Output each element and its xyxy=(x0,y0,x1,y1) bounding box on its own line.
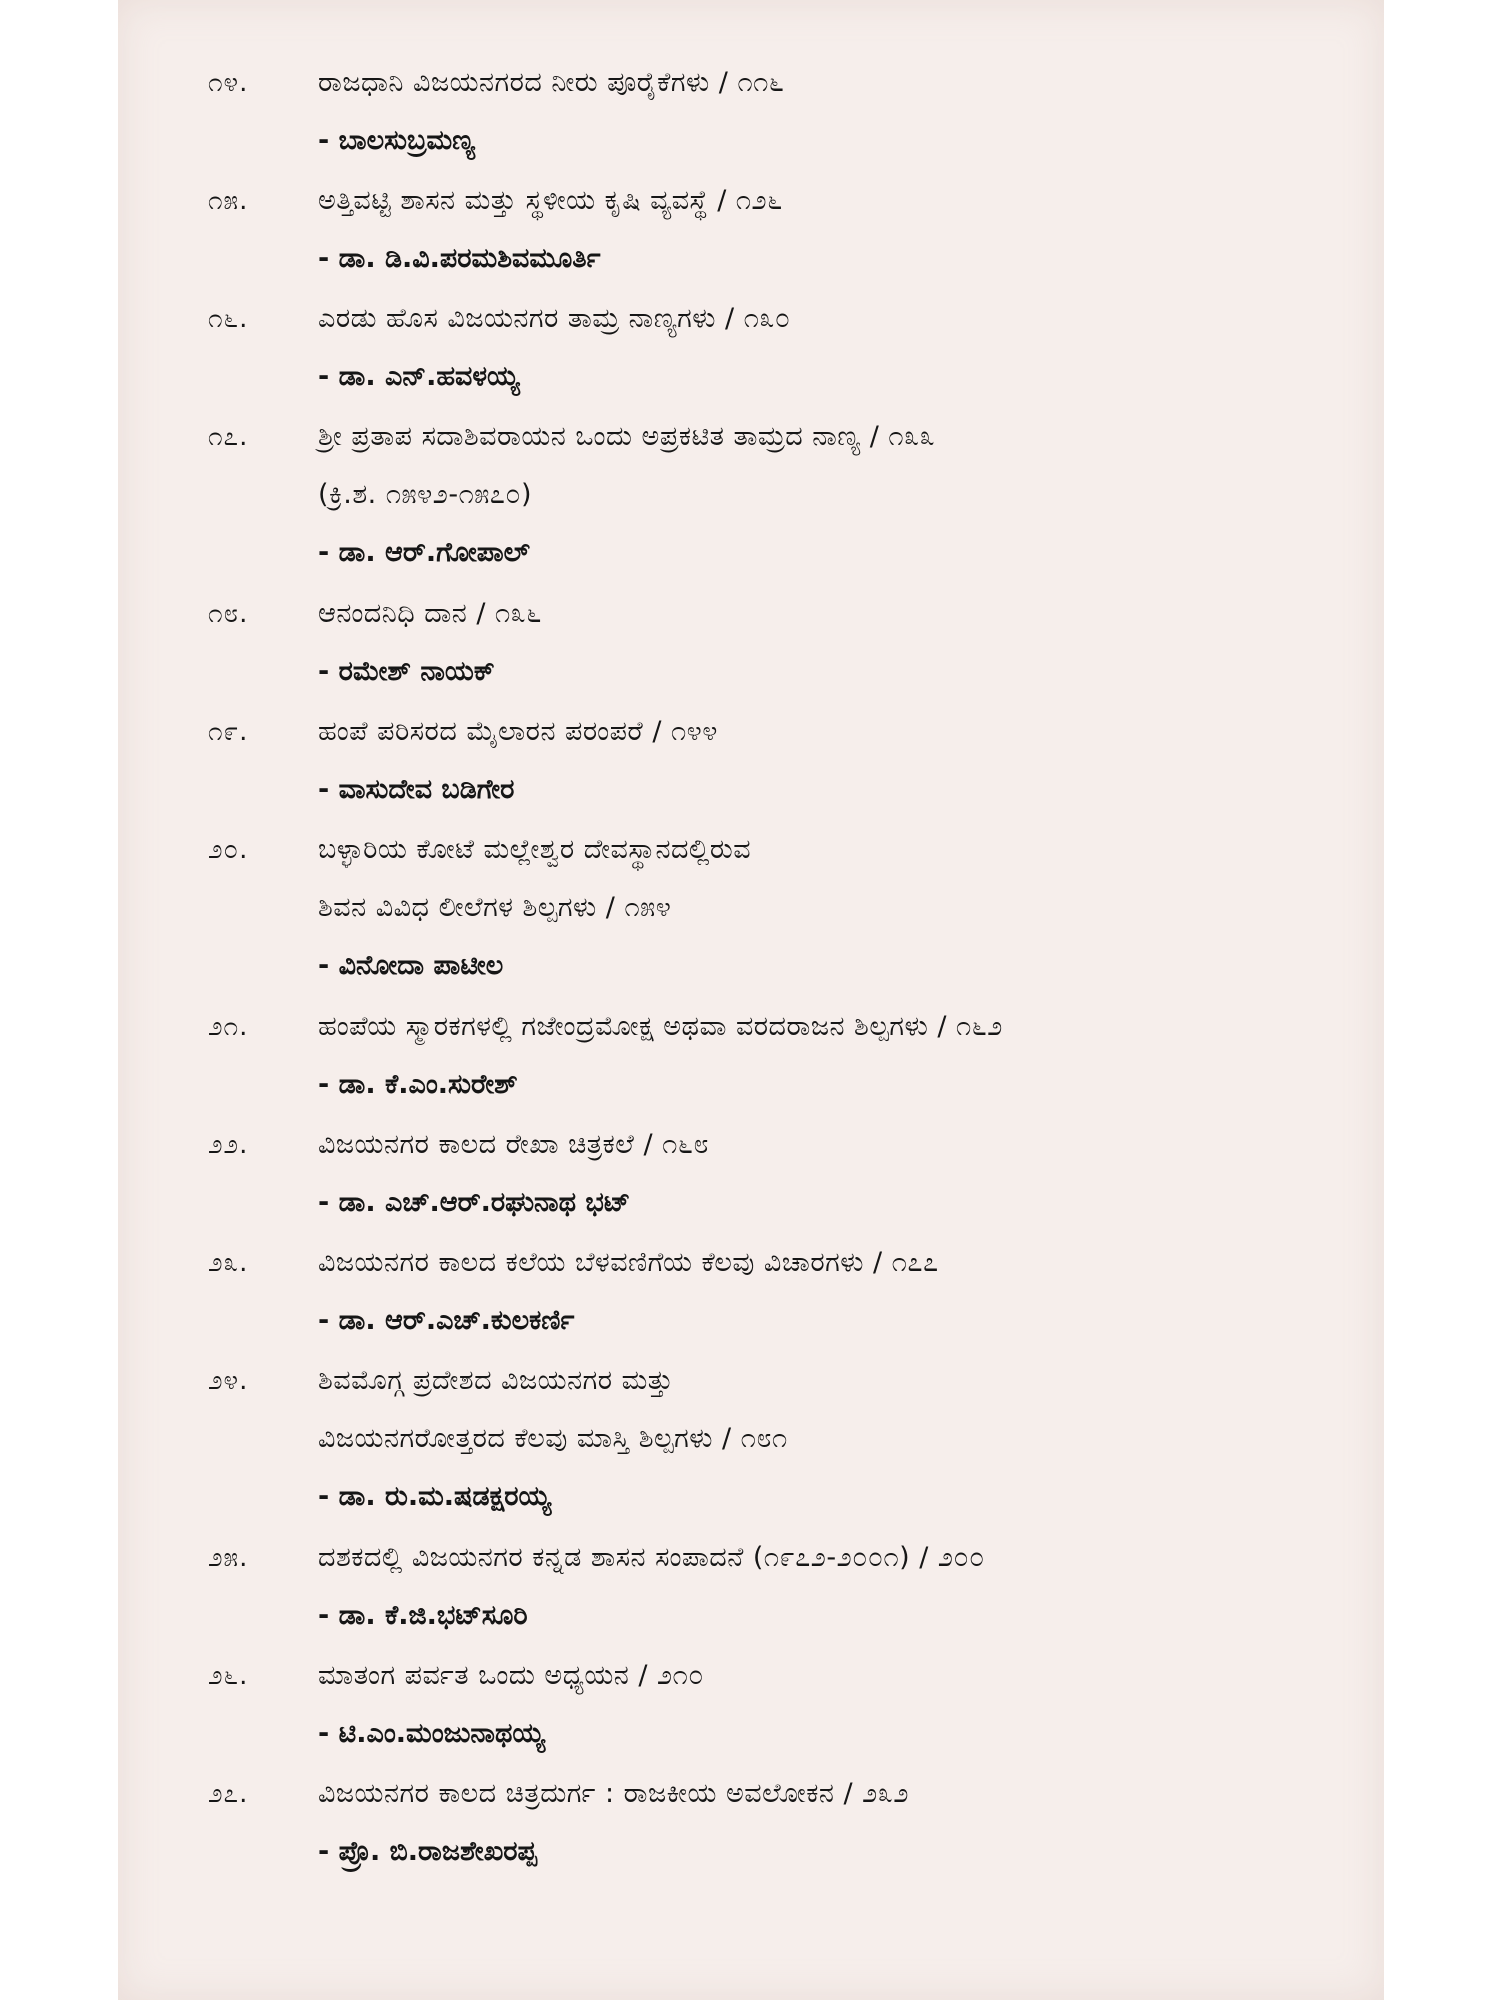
entry-number: ೧೮. xyxy=(208,599,249,629)
entry-author: - ಡಾ. ಎಚ್.ಆರ್.ರಘುನಾಥ ಭಟ್ xyxy=(318,1187,631,1218)
entry-number: ೨೬. xyxy=(208,1661,249,1691)
entry-title-line: ಎರಡು ಹೊಸ ವಿಜಯನಗರ ತಾಮ್ರ ನಾಣ್ಯಗಳು / ೧೩೦ xyxy=(318,303,791,334)
entry-title-line: ಹಂಪೆಯ ಸ್ಮಾರಕಗಳಲ್ಲಿ ಗಜೇಂದ್ರಮೋಕ್ಷ ಅಥವಾ ವರದರಾಜನ ಶಿಲ್ಪಗಳು / ೧೬೨ xyxy=(318,1011,1003,1042)
entry-author: - ವಿನೋದಾ ಪಾಟೀಲ xyxy=(318,950,504,981)
entry-author: - ಡಾ. ಕೆ.ಜಿ.ಭಟ್‌ಸೂರಿ xyxy=(318,1600,528,1631)
book-page xyxy=(118,0,1384,2000)
entry-author: - ಡಾ. ಕೆ.ಎಂ.ಸುರೇಶ್ xyxy=(318,1069,518,1100)
entry-number: ೨೭. xyxy=(208,1779,249,1809)
entry-number: ೧೫. xyxy=(208,186,249,216)
entry-title-line: ರಾಜಧಾನಿ ವಿಜಯನಗರದ ನೀರು ಪೂರೈಕೆಗಳು / ೧೧೬ xyxy=(318,67,785,98)
entry-title-line: ಆನಂದನಿಧಿ ದಾನ / ೧೩೬ xyxy=(318,598,542,629)
entry-title-line: ಬಳ್ಳಾರಿಯ ಕೋಟೆ ಮಲ್ಲೇಶ್ವರ ದೇವಸ್ಥಾನದಲ್ಲಿರುವ xyxy=(318,834,752,865)
entry-number: ೨೧. xyxy=(208,1012,249,1042)
entry-title-line: ವಿಜಯನಗರ ಕಾಲದ ಚಿತ್ರದುರ್ಗ : ರಾಜಕೀಯ ಅವಲೋಕನ / ೨೩೨ xyxy=(318,1778,909,1809)
entry-number: ೨೨. xyxy=(208,1130,249,1160)
entry-author: - ಟಿ.ಎಂ.ಮಂಜುನಾಥಯ್ಯ xyxy=(318,1718,546,1749)
entry-title-line: ಶಿವನ ವಿವಿಧ ಲೀಲೆಗಳ ಶಿಲ್ಪಗಳು / ೧೫೪ xyxy=(318,892,672,923)
entry-title-line: ವಿಜಯನಗರ ಕಾಲದ ರೇಖಾ ಚಿತ್ರಕಲೆ / ೧೬೮ xyxy=(318,1129,710,1160)
entry-title-line: ವಿಜಯನಗರ ಕಾಲದ ಕಲೆಯ ಬೆಳವಣಿಗೆಯ ಕೆಲವು ವಿಚಾರಗಳು / ೧೭೭ xyxy=(318,1247,939,1278)
entry-author: - ಡಾ. ಡಿ.ವಿ.ಪರಮಶಿವಮೂರ್ತಿ xyxy=(318,243,601,274)
entry-number: ೧೬. xyxy=(208,304,249,334)
entry-number: ೨೩. xyxy=(208,1248,249,1278)
entry-author: - ಡಾ. ಆರ್.ಗೋಪಾಲ್ xyxy=(318,537,530,568)
entry-number: ೧೭. xyxy=(208,422,249,452)
entry-number: ೨೪. xyxy=(208,1366,249,1396)
entry-author: - ಡಾ. ಎನ್.ಹವಳಯ್ಯ xyxy=(318,361,520,392)
entry-title-line: ಶಿವಮೊಗ್ಗ ಪ್ರದೇಶದ ವಿಜಯನಗರ ಮತ್ತು xyxy=(318,1365,674,1396)
entry-author: - ರಮೇಶ್ ನಾಯಕ್ xyxy=(318,656,495,687)
entry-author: - ಡಾ. ರು.ಮ.ಷಡಕ್ಷರಯ್ಯ xyxy=(318,1481,552,1512)
entry-title-line: ಹಂಪೆ ಪರಿಸರದ ಮೈಲಾರನ ಪರಂಪರೆ / ೧೪೪ xyxy=(318,716,718,747)
entry-author: - ಡಾ. ಆರ್.ಎಚ್.ಕುಲಕರ್ಣಿ xyxy=(318,1305,575,1336)
entry-author: - ವಾಸುದೇವ ಬಡಿಗೇರ xyxy=(318,774,515,805)
entry-author: - ಬಾಲಸುಬ್ರಮಣ್ಯ xyxy=(318,125,476,156)
entry-number: ೨೦. xyxy=(208,835,249,865)
table-of-contents xyxy=(118,0,1384,2000)
entry-number: ೧೪. xyxy=(208,68,249,98)
entry-title-line: ಮಾತಂಗ ಪರ್ವತ ಒಂದು ಅಧ್ಯಯನ / ೨೧೦ xyxy=(318,1660,704,1691)
entry-author: - ಪ್ರೊ. ಬಿ.ರಾಜಶೇಖರಪ್ಪ xyxy=(318,1836,537,1867)
entry-title-line: ವಿಜಯನಗರೋತ್ತರದ ಕೆಲವು ಮಾಸ್ತಿ ಶಿಲ್ಪಗಳು / ೧೮೧ xyxy=(318,1423,788,1454)
entry-title-line: (ಕ್ರಿ.ಶ. ೧೫೪೨-೧೫೭೦) xyxy=(318,479,533,510)
entry-title-line: ದಶಕದಲ್ಲಿ ವಿಜಯನಗರ ಕನ್ನಡ ಶಾಸನ ಸಂಪಾದನೆ (೧೯೭೨-೨೦೦೧) / ೨೦೦ xyxy=(318,1542,985,1573)
entry-title-line: ಅತ್ತಿವಟ್ಟಿ ಶಾಸನ ಮತ್ತು ಸ್ಥಳೀಯ ಕೃಷಿ ವ್ಯವಸ್ಥೆ / ೧೨೬ xyxy=(318,185,783,216)
entry-number: ೧೯. xyxy=(208,717,249,747)
entry-number: ೨೫. xyxy=(208,1543,249,1573)
entry-title-line: ಶ್ರೀ ಪ್ರತಾಪ ಸದಾಶಿವರಾಯನ ಒಂದು ಅಪ್ರಕಟಿತ ತಾಮ್ರದ ನಾಣ್ಯ / ೧೩೩ xyxy=(318,421,936,452)
